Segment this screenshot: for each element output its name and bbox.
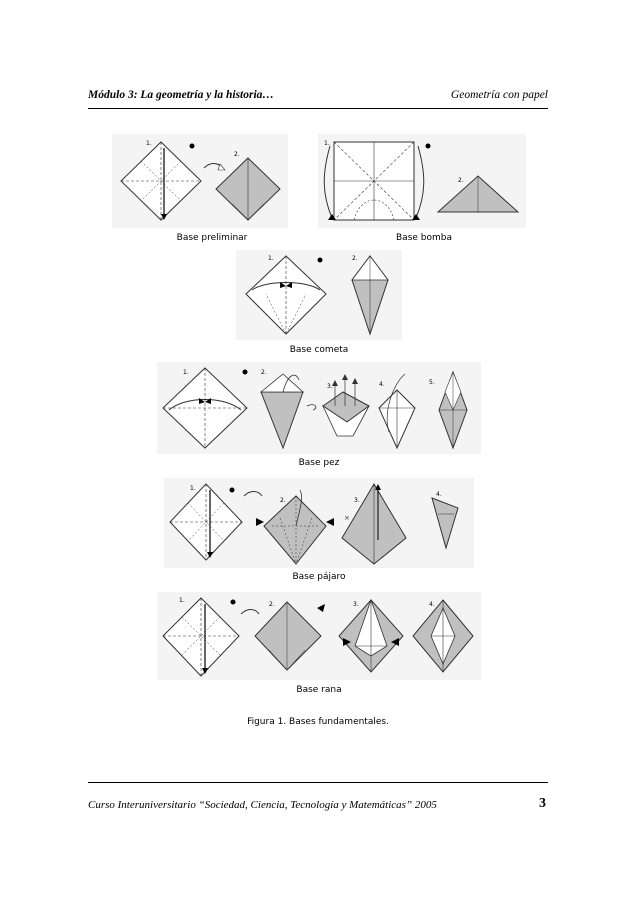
diagram-base-preliminar: [112, 134, 288, 228]
diagram-base-bomba-svg: [318, 134, 526, 228]
diagram-base-pez-svg: [157, 362, 481, 454]
caption-base-bomba: Base bomba: [396, 233, 452, 243]
diagram-base-rana-svg: [157, 592, 481, 680]
step-number: 4.: [379, 381, 385, 388]
valley-fold-symbol-icon: [426, 144, 431, 149]
step-number: 2.: [458, 177, 464, 184]
step-number: 1.: [268, 255, 274, 262]
turn-over-arrow-icon: [241, 610, 259, 615]
caption-base-cometa: Base cometa: [289, 345, 349, 355]
header-left-title: Módulo 3: La geometría y la historia…: [88, 89, 274, 101]
valley-fold-symbol-icon: [230, 488, 235, 493]
turn-over-arrow-icon: [244, 492, 262, 497]
diagram-base-rana: [157, 592, 481, 680]
turn-over-arrow-icon: [307, 405, 316, 410]
footer-rule: [88, 782, 548, 783]
caption-base-preliminar: Base preliminar: [176, 233, 248, 243]
step-number: 1.: [146, 140, 152, 147]
footer-text: Curso Interuniversitario “Sociedad, Ciencia, Tecnología y Matemáticas” 2005: [88, 799, 437, 811]
page-number: 3: [539, 796, 546, 811]
header-rule: [88, 108, 548, 109]
step-number: 2.: [234, 151, 240, 158]
step-number: 1.: [190, 485, 196, 492]
caption-base-pajaro: Base pájaro: [292, 572, 346, 582]
step-number: 4.: [429, 601, 435, 608]
caption-base-pez: Base pez: [298, 458, 340, 468]
step-number: 1.: [183, 369, 189, 376]
valley-fold-symbol-icon: [318, 258, 323, 263]
step-number: 1.: [324, 140, 330, 147]
step-number: 1.: [179, 597, 185, 604]
valley-fold-symbol-icon: [231, 600, 236, 605]
step-number: 3.: [327, 383, 333, 390]
step-number: 2.: [352, 255, 358, 262]
step-number: 2.: [261, 369, 267, 376]
step-number: 2.: [280, 497, 286, 504]
svg-text:×: ×: [344, 514, 350, 522]
step-number: 5.: [429, 379, 435, 386]
diagram-base-cometa-svg: [236, 250, 402, 340]
header-right-title: Geometría con papel: [450, 89, 548, 101]
step-number: 3.: [353, 601, 359, 608]
diagram-base-pez: [157, 362, 481, 454]
valley-fold-symbol-icon: [190, 144, 195, 149]
caption-base-rana: Base rana: [296, 685, 342, 695]
diagram-base-pajaro-svg: [164, 478, 474, 568]
step-number: 4.: [436, 491, 442, 498]
diagram-base-pajaro: [164, 478, 474, 568]
diagram-base-preliminar-svg: [112, 134, 288, 228]
diagram-base-bomba: [318, 134, 526, 228]
step-number: 2.: [269, 601, 275, 608]
figure-caption: Figura 1. Bases fundamentales.: [247, 717, 389, 727]
step-number: 3.: [354, 497, 360, 504]
valley-fold-symbol-icon: [243, 370, 248, 375]
diagram-base-cometa: [236, 250, 402, 340]
